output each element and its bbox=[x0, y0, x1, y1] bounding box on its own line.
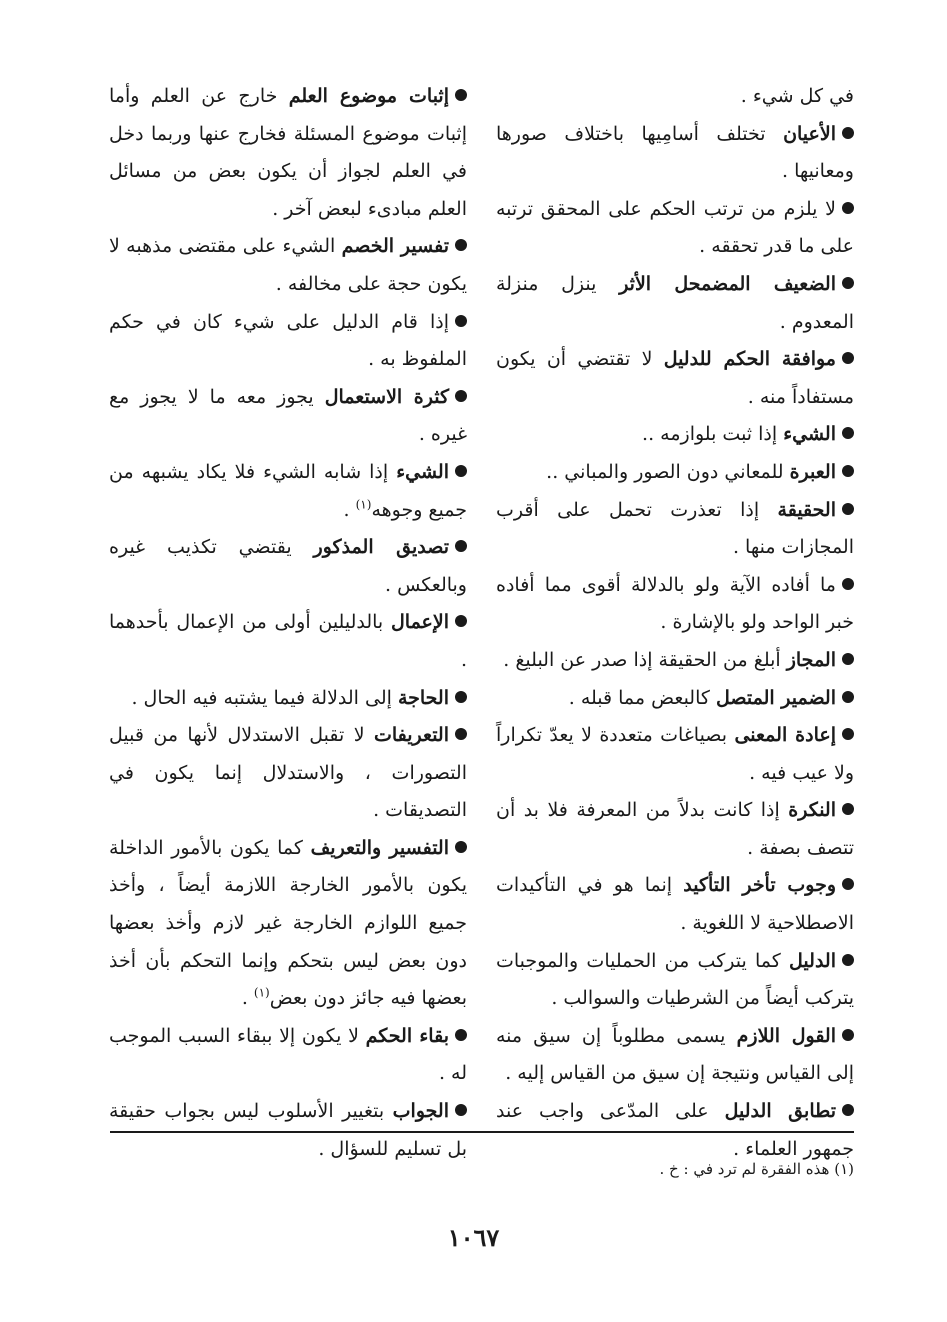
bullet-icon bbox=[842, 1104, 854, 1116]
bullet-icon bbox=[455, 540, 467, 552]
entry-heading: موافقة الحكم للدليل bbox=[663, 348, 836, 371]
rule-entry bbox=[109, 1018, 467, 1093]
entry-heading: المجاز bbox=[786, 648, 836, 671]
bullet-icon bbox=[842, 578, 854, 590]
right-column bbox=[496, 78, 854, 1168]
entry-text: تختلف أسامِيها باختلاف صورها ومعانيها . bbox=[496, 122, 854, 183]
rule-entry bbox=[109, 830, 467, 1018]
entry-text: ما أفاده الآية ولو بالدلالة أقوى مما أفاده خبر الواحد ولو بالإشارة . bbox=[496, 573, 854, 634]
entry-text: يجوز معه ما لا يجوز مع غيره . bbox=[109, 385, 467, 446]
entry-text: بالدليلين أولى من الإعمال بأحدهما . bbox=[109, 611, 467, 671]
entry-text: إذا شابه الشيء فلا يكاد يشبهه من جميع وجوهه bbox=[109, 460, 467, 521]
entry-text: كالبعض مما قبله . bbox=[568, 686, 716, 709]
bullet-icon bbox=[842, 1029, 854, 1041]
rule-entry bbox=[496, 642, 854, 680]
entry-heading: تصديق المذكور bbox=[313, 536, 449, 559]
rule-entry bbox=[496, 116, 854, 191]
rule-entry bbox=[496, 341, 854, 416]
rule-entry bbox=[496, 454, 854, 492]
rule-entry bbox=[496, 266, 854, 341]
bullet-icon bbox=[455, 315, 467, 327]
entry-text: يسمى مطلوباً إن سيق منه إلى القياس ونتيجة إن سيق من القياس إليه . bbox=[496, 1024, 854, 1085]
entry-heading: وجوب تأخر التأكيد bbox=[683, 874, 836, 897]
entry-heading: الضمير المتصل bbox=[715, 686, 836, 709]
entry-heading: الشيء bbox=[783, 423, 836, 446]
entry-heading: بقاء الحكم bbox=[365, 1024, 449, 1047]
entry-heading: الدليل bbox=[789, 949, 836, 972]
entry-text: لا تقتضي أن يكون مستفاداً منه . bbox=[496, 348, 854, 408]
bullet-icon bbox=[455, 89, 467, 101]
bullet-icon bbox=[455, 239, 467, 251]
entry-text: في كل شيء . bbox=[740, 85, 854, 107]
bullet-icon bbox=[455, 841, 467, 853]
entry-heading: العبرة bbox=[789, 460, 836, 483]
entry-heading: الحقيقة bbox=[777, 498, 836, 521]
entry-end: . bbox=[241, 987, 254, 1010]
bullet-icon bbox=[842, 691, 854, 703]
rule-entry bbox=[109, 379, 467, 454]
bullet-icon bbox=[842, 427, 854, 439]
entry-text: ينزل منزلة المعدوم . bbox=[496, 272, 854, 333]
rule-entry bbox=[109, 529, 467, 604]
bullet-icon bbox=[842, 878, 854, 890]
bullet-icon bbox=[842, 954, 854, 966]
rule-entry bbox=[109, 228, 467, 303]
rule-entry bbox=[496, 1018, 854, 1093]
entry-text: أبلغ من الحقيقة إذا صدر عن البليغ . bbox=[503, 648, 787, 671]
entry-heading: الحاجة bbox=[397, 686, 449, 709]
bullet-icon bbox=[455, 615, 467, 627]
bullet-icon bbox=[455, 465, 467, 477]
bullet-icon bbox=[842, 127, 854, 139]
entry-text: إذا كانت بدلاً من المعرفة فلا بد أن تتصف بصفة . bbox=[496, 799, 854, 859]
rule-entry bbox=[109, 680, 467, 718]
entry-text: خارج عن العلم وأما إثبات موضوع المسئلة فخارج عنها وربما دخل في العلم لجواز أن يكون بعض من مسائل العلم مبادىء لبعض آخر . bbox=[109, 85, 467, 220]
bullet-icon bbox=[842, 803, 854, 815]
bullet-icon bbox=[455, 691, 467, 703]
bullet-icon bbox=[455, 1104, 467, 1116]
entry-heading: الإعمال bbox=[390, 611, 449, 634]
entry-heading: التفسير والتعريف bbox=[310, 836, 449, 859]
footnote-marker: (١) bbox=[253, 985, 270, 1000]
rule-entry bbox=[109, 304, 467, 379]
entry-text: إذا ثبت بلوازمه .. bbox=[642, 423, 784, 446]
left-column bbox=[109, 78, 467, 1168]
rule-entry bbox=[496, 680, 854, 718]
bullet-icon bbox=[842, 653, 854, 665]
bullet-icon bbox=[842, 465, 854, 477]
bullet-icon bbox=[455, 1029, 467, 1041]
entry-text: بصياغات متعددة لا يعدّ تكراراً ولا عيب فيه . bbox=[496, 724, 854, 784]
footnote-divider bbox=[110, 1131, 854, 1133]
bullet-icon bbox=[842, 728, 854, 740]
rule-entry bbox=[496, 567, 854, 642]
bullet-icon bbox=[842, 277, 854, 289]
entry-heading: الضعيف المضمحل الأثر bbox=[619, 272, 836, 295]
entry-text: كما يكون بالأمور الداخلة يكون بالأمور الخارجة اللازمة أيضاً ، وأخذ جميع اللوازم الخارجة غير لازم وأخذ بعضها دون بعض ليس بتحكم وإنما التحكم بأن أخذ بعضها فيه جائز دون بعض bbox=[109, 836, 467, 1010]
entry-text: إلى الدلالة فيما يشتبه فيه الحال . bbox=[131, 686, 398, 709]
rule-entry bbox=[496, 191, 854, 266]
entry-text: للمعاني دون الصور والمباني .. bbox=[546, 460, 790, 483]
entry-text: الشيء على مقتضى مذهبه لا يكون حجة على مخالفه . bbox=[109, 235, 467, 295]
entry-heading: إعادة المعنى bbox=[734, 724, 836, 747]
entry-end: . bbox=[343, 498, 356, 521]
entry-text: إذا قام الدليل على شيء كان في حكم الملفوظ به . bbox=[109, 310, 467, 371]
entry-text: لا يكون إلا ببقاء السبب الموجب له . bbox=[109, 1024, 467, 1085]
rule-entry bbox=[496, 717, 854, 792]
entry-heading: التعريفات bbox=[373, 724, 449, 747]
rule-entry bbox=[496, 792, 854, 867]
bullet-icon bbox=[455, 390, 467, 402]
entry-heading: تطابق الدليل bbox=[724, 1100, 836, 1123]
bullet-icon bbox=[842, 352, 854, 364]
entry-heading: تفسير الخصم bbox=[341, 235, 449, 258]
rule-entry bbox=[109, 454, 467, 529]
rule-entry bbox=[109, 717, 467, 830]
entry-text: على المدّعى واجب عند جمهور العلماء . bbox=[496, 1100, 854, 1160]
rule-entry bbox=[496, 78, 854, 116]
entry-text: لا يلزم من ترتب الحكم على المحقق ترتبه على ما قدر تحققه . bbox=[496, 197, 854, 258]
rule-entry bbox=[496, 867, 854, 942]
entry-heading: كثرة الاستعمال bbox=[324, 385, 450, 408]
entry-heading: الجواب bbox=[392, 1100, 449, 1123]
rule-entry bbox=[496, 492, 854, 567]
rule-entry bbox=[109, 78, 467, 228]
entry-text: إنما هو في التأكيدات الاصطلاحية لا اللغوية . bbox=[496, 874, 854, 935]
bullet-icon bbox=[842, 503, 854, 515]
entry-text: إذا تعذرت تحمل على أقرب المجازات منها . bbox=[496, 498, 854, 559]
entry-text: كما يتركب من الحمليات والموجبات يتركب أيضاً من الشرطيات والسوالب . bbox=[496, 949, 854, 1010]
rule-entry bbox=[496, 943, 854, 1018]
rule-entry bbox=[496, 416, 854, 454]
page-number: ١٠٦٧ bbox=[447, 1223, 500, 1252]
entry-text: لا تقبل الاستدلال لأنها من قبيل التصورات ، والاستدلال إنما يكون في التصديقات . bbox=[109, 724, 467, 822]
entry-heading: القول اللازم bbox=[736, 1024, 836, 1047]
entry-heading: الشيء bbox=[396, 460, 449, 483]
entry-heading: إثبات موضوع العلم bbox=[288, 85, 449, 107]
entry-heading: الأعيان bbox=[783, 122, 836, 145]
bullet-icon bbox=[842, 202, 854, 214]
rule-entry bbox=[109, 604, 467, 679]
entry-heading: النكرة bbox=[788, 799, 836, 822]
footnote: (١) هذه الفقرة لم ترد في : خ . bbox=[659, 1160, 854, 1178]
footnote-marker: (١) bbox=[355, 497, 372, 512]
entry-text: يقتضي تكذيب غيره وبالعكس . bbox=[109, 536, 467, 596]
entry-text: بتغيير الأسلوب ليس بجواب حقيقة بل تسليم للسؤال . bbox=[109, 1100, 467, 1160]
bullet-icon bbox=[455, 728, 467, 740]
